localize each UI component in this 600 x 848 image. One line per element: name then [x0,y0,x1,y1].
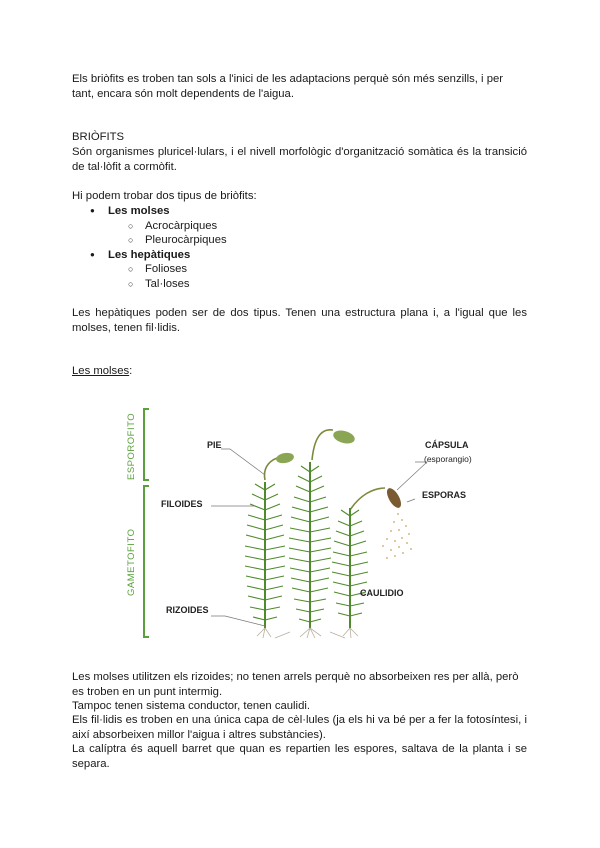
leader-lines [211,449,427,626]
definition-paragraph: Són organismes pluricel·lulars, i el nivell morfològic d'organització somàtica és la transició de tal·lòfit a cormòfit. [72,146,527,173]
paragraph-rizoides: Les molses utilitzen els rizoides; no tenen arrels perquè no absorbeixen res per allà, però es troben en un punt intermig. [72,671,519,698]
intro-paragraph: Els briòfits es troben tan sols a l'inici de les adaptacions perquè són més senzills, i per tant, encara són molt dependents de l'aigua. [72,73,504,100]
paragraph-caliptra: La calíptra és aquell barret que quan es repartien les espores, saltava de la planta i se separa. [72,743,527,770]
list-item-hepatiques: ● Les hepàtiques [108,248,190,263]
moss-plants [245,462,368,628]
list-item-molses: ● Les molses [108,204,170,219]
esporofito-label: ESPOROFITO [126,412,137,480]
list-subitem: ○ Pleurocàrpiques [145,233,227,248]
setae [265,430,386,510]
section-title: BRIÒFITS [72,131,125,143]
rhizoids [257,628,358,638]
label-filoides: FILOIDES [161,499,203,509]
list-subitem: ○ Acrocàrpiques [145,219,217,234]
spores [382,513,412,559]
label-rizoides: RIZOIDES [166,605,209,615]
paragraph-fil-lidis: Els fil·lidis es troben en una única capa de cèl·lules (ja els hi va bé per a fer la fotosíntesi, i així absorbeixen millor l'aigua i altres substàncies). [72,714,527,741]
label-caulidio: CAULIDIO [360,588,404,598]
moss-diagram [115,400,495,645]
hepatiques-paragraph: Les hepàtiques poden ser de dos tipus. Tenen una estructura plana i, a l'igual que les molses, tenen fil·lidis. [72,307,527,334]
capsule-top [332,428,356,445]
label-capsula: CÁPSULA [425,440,469,450]
esporofito-bracket [144,409,149,480]
paragraph-conductor: Tampoc tenen sistema conductor, tenen caulidi. [72,700,311,712]
label-pie: PIE [207,440,222,450]
capsule-open [384,486,404,510]
capsule-small [275,452,294,465]
gametofito-label: GAMETOFITO [126,528,137,596]
types-intro: Hi podem trobar dos tipus de briòfits: [72,190,257,202]
label-esporas: ESPORAS [422,490,467,500]
label-esporangio: (esporangio) [424,454,472,464]
molses-heading: Les molses: [72,365,133,377]
list-subitem: ○ Tal·loses [145,277,190,292]
list-subitem: ○ Folioses [145,262,187,277]
gametofito-bracket [144,486,149,637]
